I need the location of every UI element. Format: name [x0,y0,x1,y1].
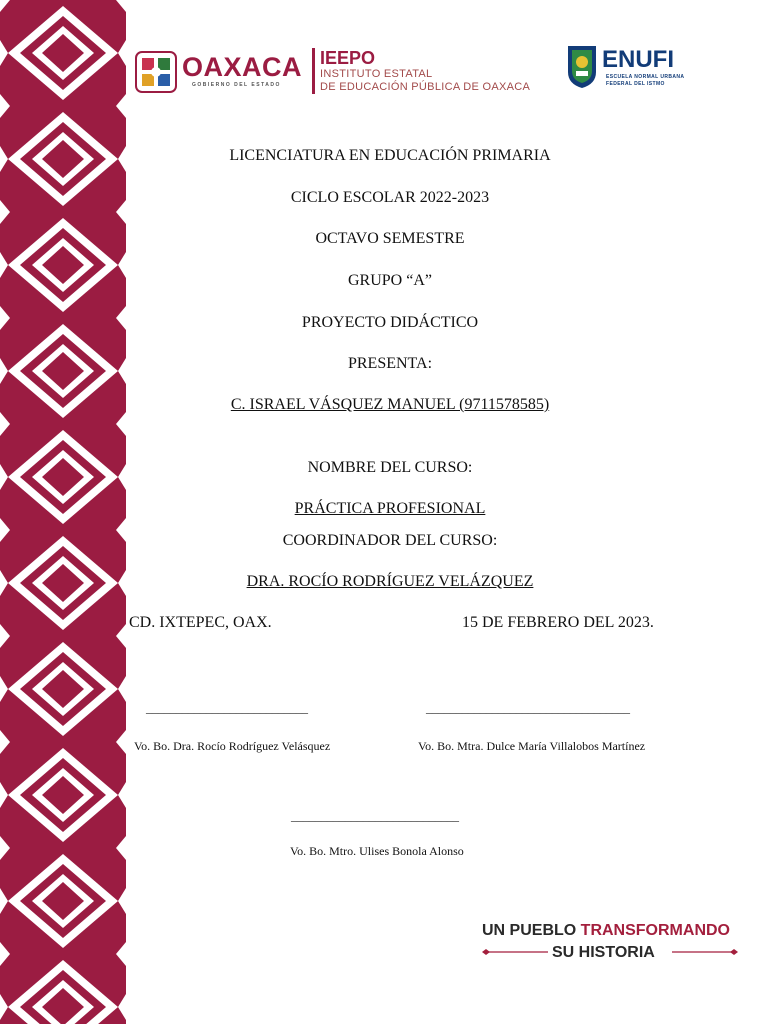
oaxaca-wordmark: OAXACA [182,52,303,82]
coordinator-name: DRA. ROCÍO RODRÍGUEZ VELÁZQUEZ [246,573,534,590]
date: 15 DE FEBRERO DEL 2023. [462,614,654,631]
oaxaca-emblem-icon [134,50,178,94]
slogan-part-1: UN PUEBLO [482,922,581,939]
place: CD. IXTEPEC, OAX. [129,614,272,631]
slogan-part-2: TRANSFORMANDO [580,922,730,939]
signature-line-3: ____________________________ [291,809,459,823]
slogan-line-2: SU HISTORIA [552,944,655,961]
logo-divider [312,48,315,94]
presents-label: PRESENTA: [347,355,433,372]
enufi-logo [566,44,696,94]
signature-line-1: ___________________________ [146,701,308,715]
group: GRUPO “A” [348,272,432,289]
slogan-line-1 [482,922,730,940]
ieepo-subtitle-line2: DE EDUCACIÓN PÚBLICA DE OAXACA [320,81,531,93]
enufi-subtitle-line1: ESCUELA NORMAL URBANA [606,74,685,80]
oaxaca-subtitle: GOBIERNO DEL ESTADO [192,82,281,88]
semester: OCTAVO SEMESTRE [315,230,465,247]
ieepo-subtitle-line1: INSTITUTO ESTATAL [320,68,433,80]
student-name: C. ISRAEL VÁSQUEZ MANUEL (9711578585) [230,396,550,413]
enufi-shield-icon [566,44,598,90]
decorative-pattern-band [0,0,126,1024]
signature-name-3: Vo. Bo. Mtro. Ulises Bonola Alonso [290,844,464,858]
degree-title: LICENCIATURA EN EDUCACIÓN PRIMARIA [229,147,551,164]
oaxaca-ieepo-logo [134,46,534,98]
coordinator-label: COORDINADOR DEL CURSO: [282,532,498,549]
enufi-subtitle-line2: FEDERAL DEL ISTMO [606,81,665,87]
signature-line-2: __________________________________ [426,701,630,715]
slogan-rule-right-icon [668,948,738,956]
course-name: PRÁCTICA PROFESIONAL [294,500,486,517]
signature-name-1: Vo. Bo. Dra. Rocío Rodríguez Velásquez [134,739,331,753]
signature-name-2: Vo. Bo. Mtra. Dulce María Villalobos Martínez [418,739,646,753]
enufi-wordmark: ENUFI [602,46,674,73]
ieepo-title: IEEPO [320,48,376,68]
school-year: CICLO ESCOLAR 2022-2023 [290,189,490,206]
slogan-rule-left-icon [482,948,552,956]
course-label: NOMBRE DEL CURSO: [307,459,473,476]
project-type: PROYECTO DIDÁCTICO [301,314,479,331]
